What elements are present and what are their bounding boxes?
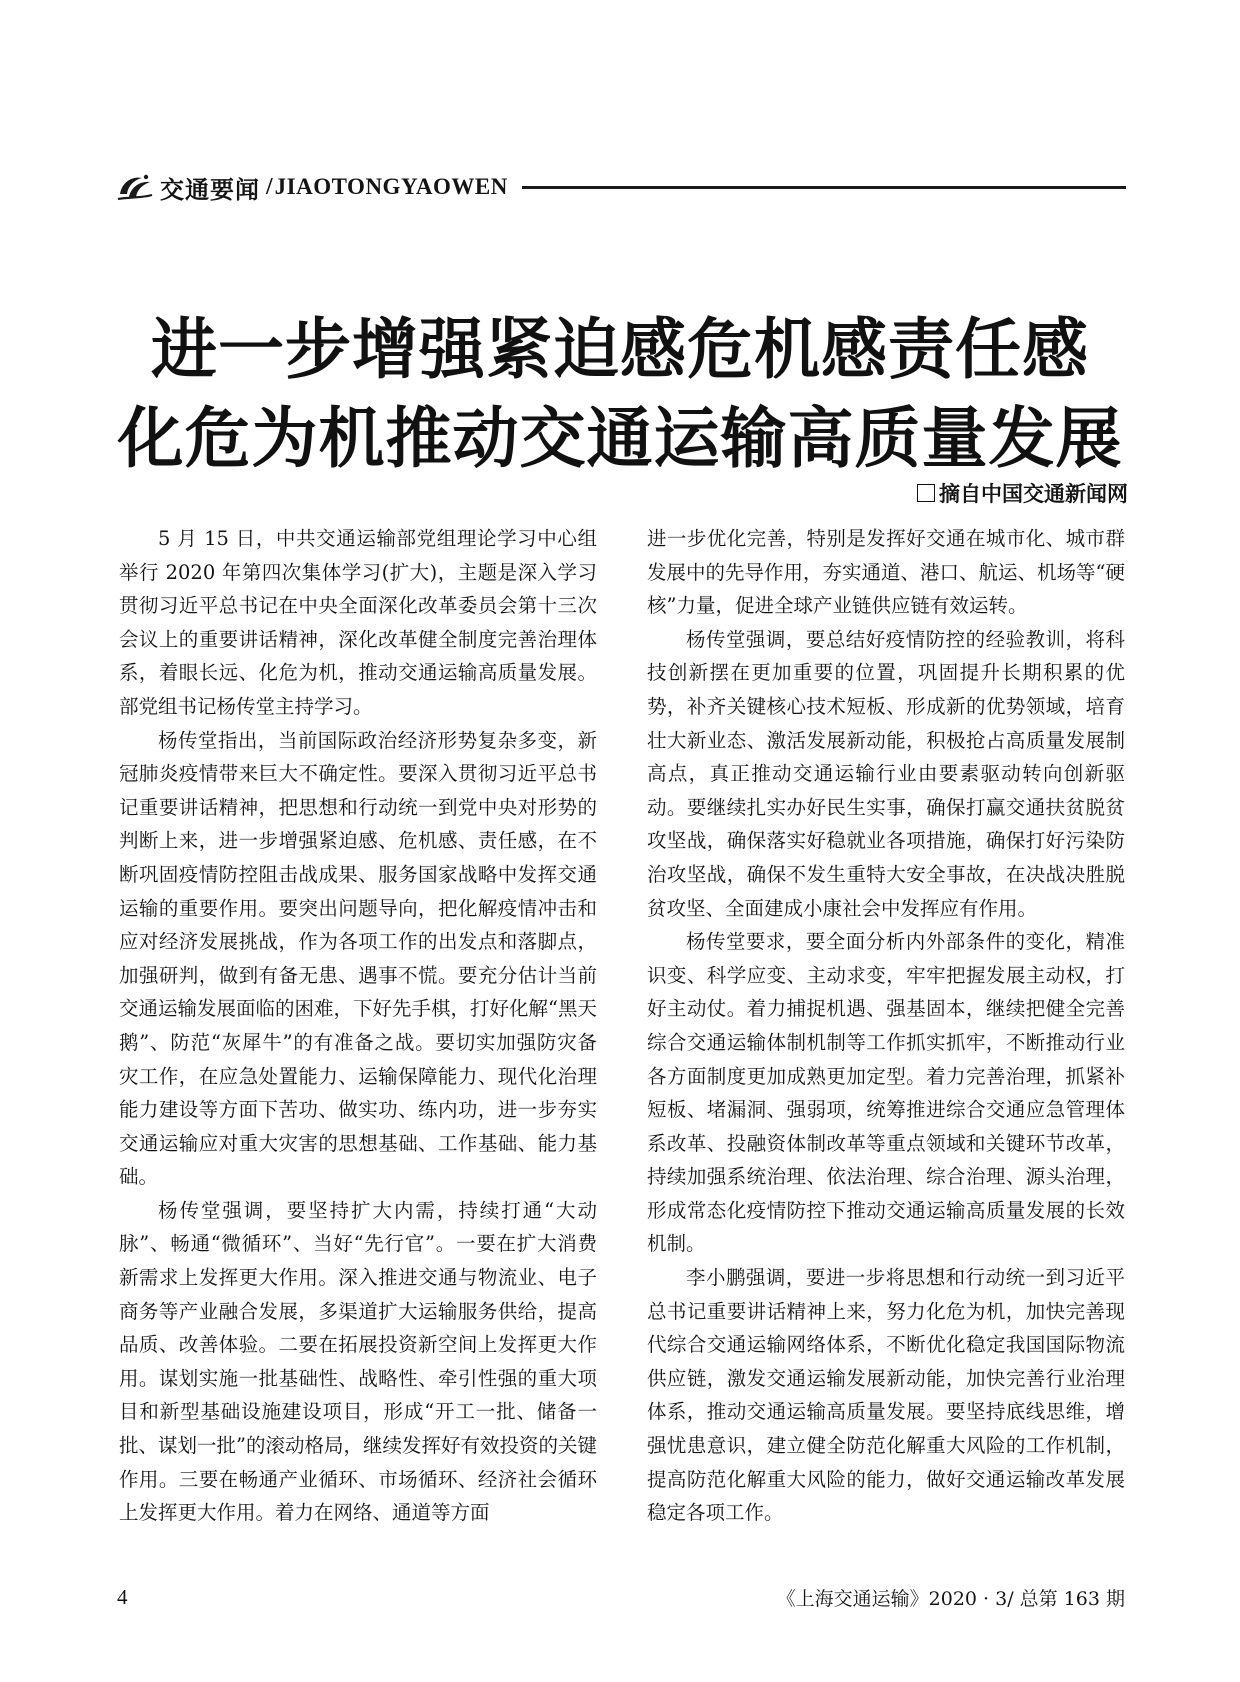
swirl-logo-icon xyxy=(116,172,154,202)
article-column-left xyxy=(119,522,597,1530)
paragraph: 杨传堂强调，要总结好疫情防控的经验教训，将科技创新摆在更加重要的位置，巩固提升长期积累的优势，补齐关键核心技术短板、形成新的优势领域，培育壮大新业态、激活发展新动能，积极抢占高质量发展制高点，真正推动交通运输行业由要素驱动转向创新驱动。要继续扎实办好民生实事，确保打赢交通扶贫脱贫攻坚战，确保落实好稳就业各项措施，确保打好污染防治攻坚战，确保不发生重特大安全事故，在决战决胜脱贫攻坚、全面建成小康社会中发挥应有作用。 xyxy=(647,627,1125,920)
article-title-line-1: 进一步增强紧迫感危机感责任感 xyxy=(151,311,1089,388)
paragraph: 杨传堂要求，要全面分析内外部条件的变化，精准识变、科学应变、主动求变，牢牢把握发展主动权，打好主动仗。着力捕捉机遇、强基固本，继续把健全完善综合交通运输体制机制等工作抓实抓牢，不断推动行业各方面制度更加成熟更加定型。着力完善治理，抓紧补短板、堵漏洞、强弱项，统筹推进综合交通应急管理体系改革、投融资体制改革等重点领域和关键环节改革，持续加强系统治理、依法治理、综合治理、源头治理，形成常态化疫情防控下推动交通运输高质量发展的长效机制。 xyxy=(647,930,1125,1256)
paragraph: 李小鹏强调，要进一步将思想和行动统一到习近平总书记重要讲话精神上来，努力化危为机，加快完善现代综合交通运输网络体系，不断优化稳定我国国际物流供应链，激发交通运输发展新动能，加快完善行业治理体系，推动交通运输高质量发展。要坚持底线思维，增强忧患意识，建立健全防范化解重大风险的工作机制，提高防范化解重大风险的能力，做好交通运输改革发展稳定各项工作。 xyxy=(647,1266,1125,1525)
section-title-en: JIAOTONGYAOWEN xyxy=(274,174,508,199)
article-column-right xyxy=(647,522,1125,1530)
section-separator: / xyxy=(266,173,273,200)
section-header xyxy=(116,170,1126,204)
paragraph: 5 月 15 日，中共交通运输部党组理论学习中心组举行 2020 年第四次集体学习(扩大)，主题是深入学习贯彻习近平总书记在中央全面深化改革委员会第十三次会议上的重要讲话精神，深化改革健全制度完善治理体系，着眼长远、化危为机，推动交通运输高质量发展。部党组书记杨传堂主持学习。 xyxy=(119,527,597,718)
header-rule xyxy=(522,186,1126,189)
section-title-cn: 交通要闻 xyxy=(160,175,260,204)
paragraph: 杨传堂指出，当前国际政治经济形势复杂多变，新冠肺炎疫情带来巨大不确定性。要深入贯彻习近平总书记重要讲话精神，把思想和行动统一到党中央对形势的判断上来，进一步增强紧迫感、危机感、责任感，在不断巩固疫情防控阻击战成果、服务国家战略中发挥交通运输的重要作用。要突出问题导向，把化解疫情冲击和应对经济发展挑战，作为各项工作的出发点和落脚点，加强研判，做到有备无患、遇事不慌。要充分估计当前交通运输发展面临的困难，下好先手棋，打好化解“黑天鹅”、防范“灰犀牛”的有准备之战。要切实加强防灾备灾工作，在应急处置能力、运输保障能力、现代化治理能力建设等方面下苦功、做实功、练内功，进一步夯实交通运输应对重大灾害的思想基础、工作基础、能力基础。 xyxy=(119,728,597,1189)
article-source xyxy=(917,478,1128,508)
journal-footer: 《上海交通运输》2020 · 3/ 总第 163 期 xyxy=(776,1588,1125,1610)
page-number: 4 xyxy=(117,1585,128,1609)
article-title-line-2: 化危为机推动交通运输高质量发展 xyxy=(117,400,1123,477)
paragraph: 进一步优化完善，特别是发挥好交通在城市化、城市群发展中的先导作用，夯实通道、港口、航运、机场等“硬核”力量，促进全球产业链供应链有效运转。 xyxy=(647,527,1125,618)
paragraph: 杨传堂强调，要坚持扩大内需，持续打通“大动脉”、畅通“微循环”、当好“先行官”。一要在扩大消费新需求上发挥更大作用。深入推进交通与物流业、电子商务等产业融合发展，多渠道扩大运输服务供给，提高品质、改善体验。二要在拓展投资新空间上发挥更大作用。谋划实施一批基础性、战略性、牵引性强的重大项目和新型基础设施建设项目，形成“开工一批、储备一批、谋划一批”的滚动格局，继续发挥好有效投资的关键作用。三要在畅通产业循环、市场循环、经济社会循环上发挥更大作用。着力在网络、通道等方面 xyxy=(119,1198,597,1525)
square-bullet-icon xyxy=(917,484,935,502)
article-source-text: 摘自中国交通新闻网 xyxy=(939,482,1128,506)
